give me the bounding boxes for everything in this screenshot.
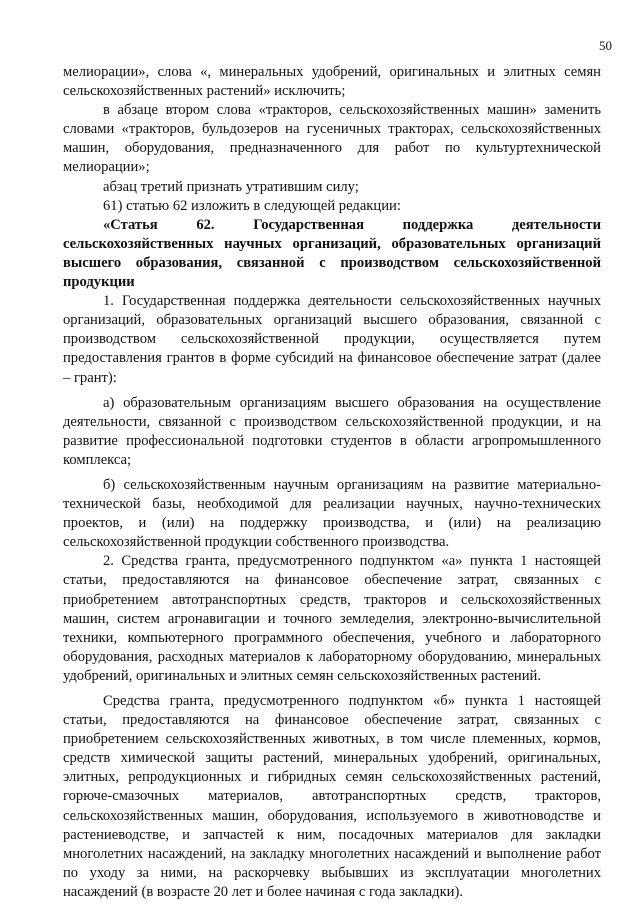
- article-62-heading: «Статья 62. Государственная поддержка деятельности сельскохозяйственных научных организаций, образовательных организаций высшего образования, связанной с производством сельскохозяйственной продукции: [63, 216, 601, 291]
- paragraph-amendment-abzac-2: в абзаце втором слова «тракторов, сельскохозяйственных машин» заменить словами «тракторов, бульдозеров на гусеничных тракторах, сельскохозяйственных машин, оборудования, предназначенного для работ по культуртехнической мелиорации»;: [63, 102, 601, 176]
- page-number: 50: [599, 38, 612, 53]
- paragraph-grant-b-expenses: Средства гранта, предусмотренного подпунктом «б» пункта 1 настоящей статьи, предоставляются на финансовое обеспечение затрат, связанных с приобретением сельскохозяйственных животных, в том числе племенных, кормов, средств химической защиты растений, минеральных удобрений, оригинальных, элитных, репродукционных и гибридных семян сельскохозяйственных растений, горюче-смазочных материалов, автотранспортных средств, тракторов, сельскохозяйственных машин, оборудования, используемого в животноводстве и растениеводстве, и запчастей к ним, посадочных материалов для закладки многолетних насаждений, на закладку многолетних насаждений и выполнение работ по уходу за ними, на раскорчевку выбывших из эксплуатации многолетних насаждений (в возрасте 20 лет и более начиная с года закладки).: [63, 693, 601, 900]
- paragraph-subclause-a: а) образовательным организациям высшего образования на осуществление деятельности, связанной с производством сельскохозяйственной продукции, и на развитие профессиональной подготовки студентов в области агропромышленного комплекса;: [63, 394, 601, 468]
- paragraph-subclause-b: б) сельскохозяйственным научным организациям на развитие материально-технической базы, необходимой для реализации научных, научно-технических проектов, и (или) на поддержку производства, и (или) на реализацию сельскохозяйственной продукции собственного производства.: [63, 476, 601, 551]
- paragraph-clause-2: 2. Средства гранта, предусмотренного подпунктом «а» пункта 1 настоящей статьи, предоставляются на финансовое обеспечение затрат, связанных с приобретением автотранспортных средств, тракторов и сельскохозяйственных машин, систем агронавигации и точного земледелия, электронно-вычислительной техники, компьютерного программного обеспечения, учебного и лабораторного оборудования, расходных материалов к лабораторному оборудованию, минеральных удобрений, оригинальных и элитных семян сельскохозяйственных растений.: [63, 553, 601, 684]
- paragraph-amendment-abzac-3: абзац третий признать утратившим силу;: [103, 178, 359, 195]
- paragraph-clause-1: 1. Государственная поддержка деятельности сельскохозяйственных научных организаций, образовательных организаций высшего образования, связанной с производством сельскохозяйственной продукции, осуществляется путем предоставления грантов в форме субсидий на финансовое обеспечение затрат (далее – грант):: [63, 293, 601, 386]
- paragraph-item-61: 61) статью 62 изложить в следующей редакции:: [103, 197, 401, 214]
- document-body: [63, 63, 601, 902]
- paragraph-continuation: мелиорации», слова «, минеральных удобрений, оригинальных и элитных семян сельскохозяйственных растений» исключить;: [63, 64, 601, 100]
